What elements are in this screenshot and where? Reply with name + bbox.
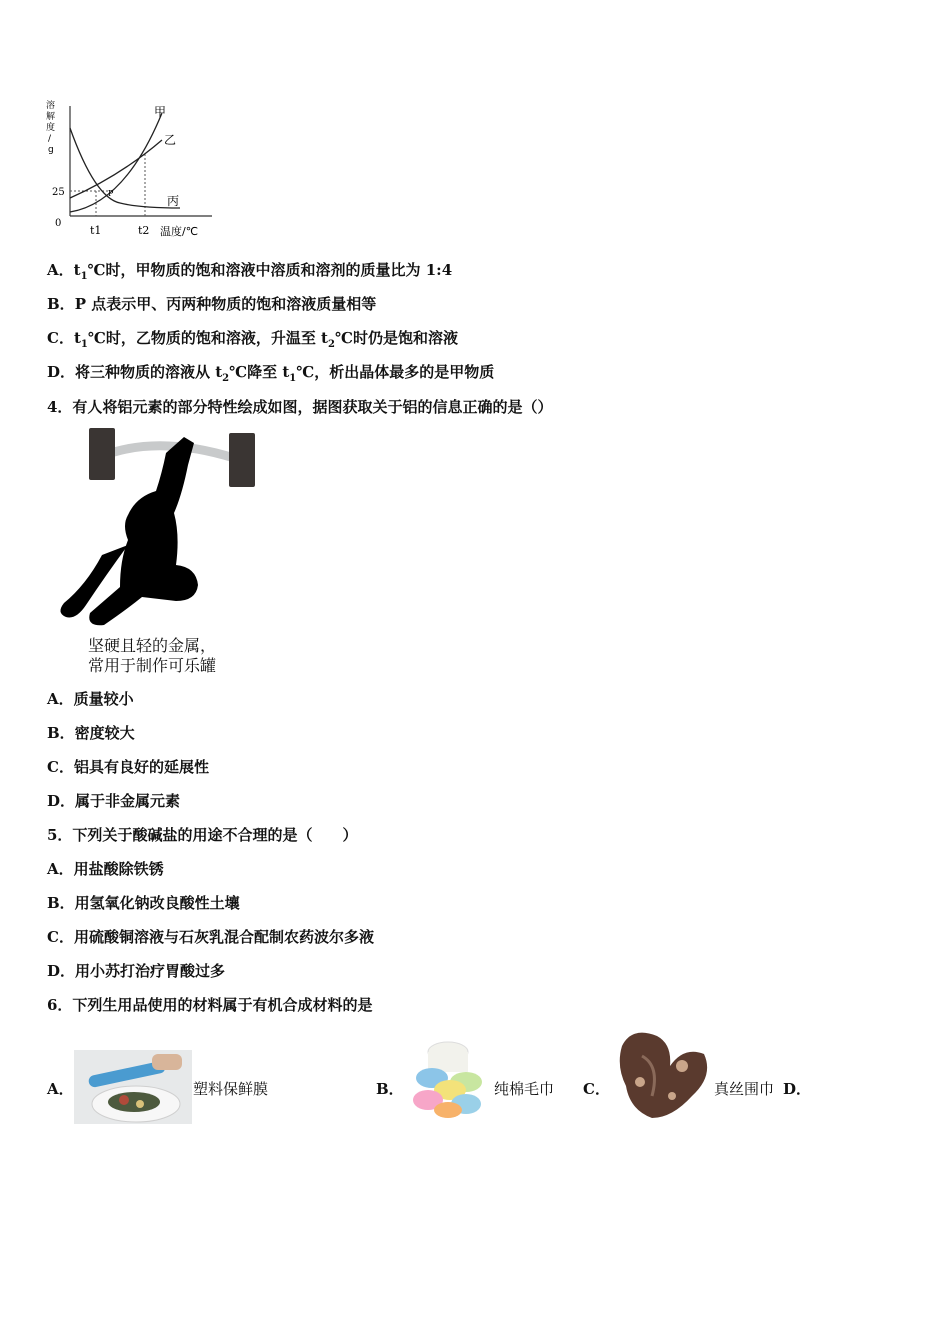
graph-ylabel-char: 溶 (46, 101, 56, 111)
q4-option-c: C．铝具有良好的延展性 (47, 758, 209, 776)
plastic-wrap-image (74, 1050, 192, 1124)
q3-option-a: A．$t_1℃$时，甲物质的饱和溶液中溶质和溶剂的质量比为 1:4 (47, 261, 453, 282)
q5-stem: 5．下列关于酸碱盐的用途不合理的是（ ） (47, 826, 358, 844)
graph-xlabel: 温度/℃ (160, 225, 199, 238)
curve-yi (70, 140, 162, 198)
q4-option-a: A．质量较小 (47, 690, 134, 708)
q6-option-a-letter: A． (47, 1080, 74, 1098)
q3-option-d: D．将三种物质的溶液从 $t_2℃$降至 $t_1℃$，析出晶体最多的是甲物质 (47, 363, 495, 384)
q6-option-c-label: 真丝围巾 (714, 1080, 775, 1098)
weightlifter-illustration (46, 425, 266, 635)
q5-option-a: A．用盐酸除铁锈 (47, 860, 164, 878)
aluminium-caption: 坚硬且轻的金属， 常用于制作可乐罐 (88, 636, 217, 675)
q4-stem: 4．有人将铝元素的部分特性绘成如图，据图获取关于铝的信息正确的是（） (47, 398, 553, 416)
q3-option-b: B．P 点表示甲、丙两种物质的饱和溶液质量相等 (47, 295, 377, 313)
q3-option-c: C．$t_1℃$时，乙物质的饱和溶液，升温至 $t_2℃$时仍是饱和溶液 (47, 329, 458, 350)
q6-option-b-letter: B． (376, 1080, 404, 1098)
silk-scarf-image (612, 1026, 714, 1124)
graph-origin: 0 (55, 218, 62, 229)
q6-option-b-label: 纯棉毛巾 (494, 1080, 555, 1098)
graph-point-label: P (108, 189, 114, 198)
q5-option-c: C．用硫酸铜溶液与石灰乳混合配制农药波尔多液 (47, 928, 374, 946)
q6-option-d-letter: D． (783, 1080, 812, 1098)
q6-option-a-label: 塑料保鲜膜 (193, 1080, 269, 1098)
graph-ylabel-char: 度 (46, 123, 56, 133)
q4-option-d: D．属于非金属元素 (47, 792, 181, 810)
graph-ylabel-char: 解 (46, 112, 56, 122)
graph-ylabel-char: g (48, 145, 54, 155)
solubility-graph (40, 98, 230, 243)
q6-stem: 6．下列生用品使用的材料属于有机合成材料的是 (47, 996, 373, 1014)
q5-option-d: D．用小苏打治疗胃酸过多 (47, 962, 226, 980)
q4-option-b: B．密度较大 (47, 724, 135, 742)
q5-option-b: B．用氢氧化钠改良酸性土壤 (47, 894, 240, 912)
curve-label-jia: 甲 (154, 105, 167, 119)
curve-label-bing: 丙 (167, 194, 180, 208)
graph-x-tick: t1 (90, 224, 102, 237)
curve-label-yi: 乙 (164, 133, 177, 147)
graph-y-tick: 25 (52, 187, 65, 198)
q6-option-c-letter: C． (583, 1080, 610, 1098)
graph-x-tick: t2 (138, 224, 150, 237)
cotton-towel-image (410, 1038, 492, 1120)
graph-ylabel-char: / (48, 134, 52, 144)
